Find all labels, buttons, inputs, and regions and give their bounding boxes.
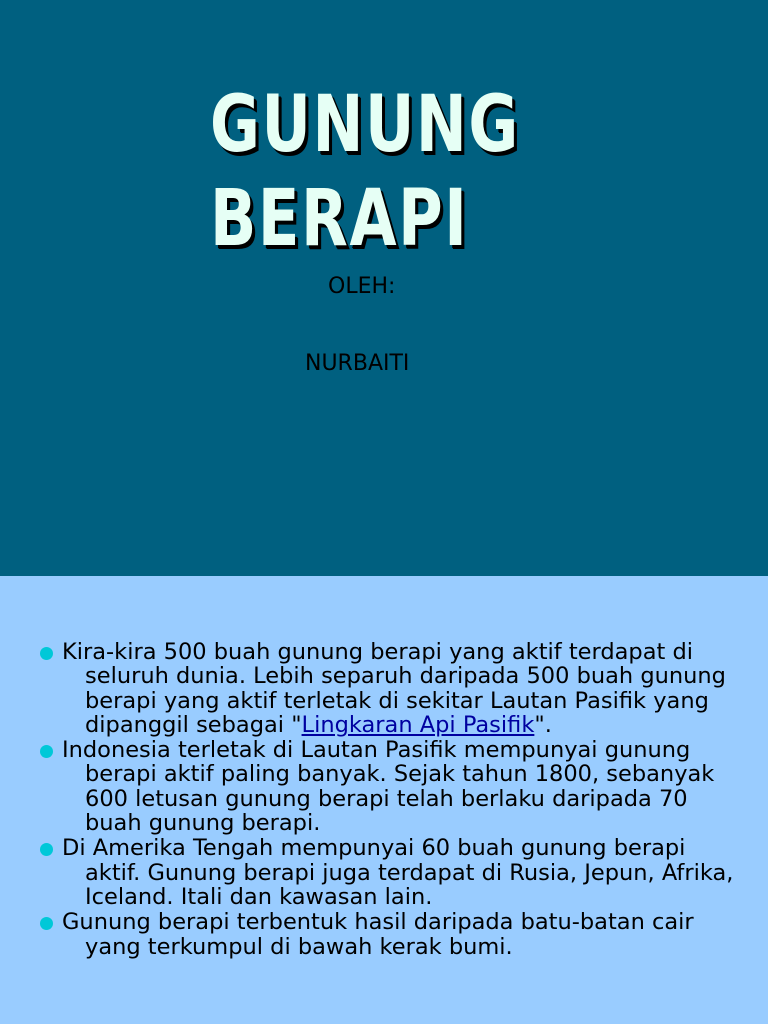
- pacific-ring-of-fire-link[interactable]: Lingkaran Api Pasifik: [301, 711, 535, 738]
- bullet-text: Indonesia terletak di Lautan Pasifik mempunyai gunung berapi aktif paling banyak. Sejak tahun 1800, sebanyak 600 letusan gunung berapi telah berlaku daripada 70 buah gunung berapi.: [62, 737, 715, 837]
- bullet-text: Gunung berapi terbentuk hasil daripada batu-batan cair yang terkumpul di bawah kerak bumi.: [62, 909, 694, 960]
- bullet-item: [38, 836, 738, 909]
- bullet-item: [38, 910, 738, 959]
- bullet-text: Di Amerika Tengah mempunyai 60 buah gunung berapi aktif. Gunung berapi juga terdapat di Rusia, Jepun, Afrika, Iceland. Itali dan kawasan lain.: [62, 835, 734, 910]
- title-line-2: BERAPI: [210, 174, 469, 264]
- bullet-item: [38, 738, 738, 835]
- bullet-text: Kira-kira 500 buah gunung berapi yang aktif terdapat di seluruh dunia. Lebih separuh daripada 500 buah gunung berapi yang aktif terletak di sekitar Lautan Pasifik yang dipanggil sebagai ": [62, 639, 726, 738]
- author-label: OLEH:: [328, 274, 396, 299]
- bullet-list: [38, 640, 738, 960]
- author-name: NURBAITI: [305, 351, 410, 376]
- bullet-circle-icon: [40, 647, 53, 660]
- bullet-item: [38, 640, 738, 737]
- bullet-circle-icon: [40, 843, 53, 856]
- bullet-circle-icon: [40, 745, 53, 758]
- bullet-text-end: ".: [534, 711, 552, 738]
- slide-title: [210, 78, 522, 266]
- title-line-1: GUNUNG: [210, 80, 520, 170]
- bullet-circle-icon: [40, 917, 53, 930]
